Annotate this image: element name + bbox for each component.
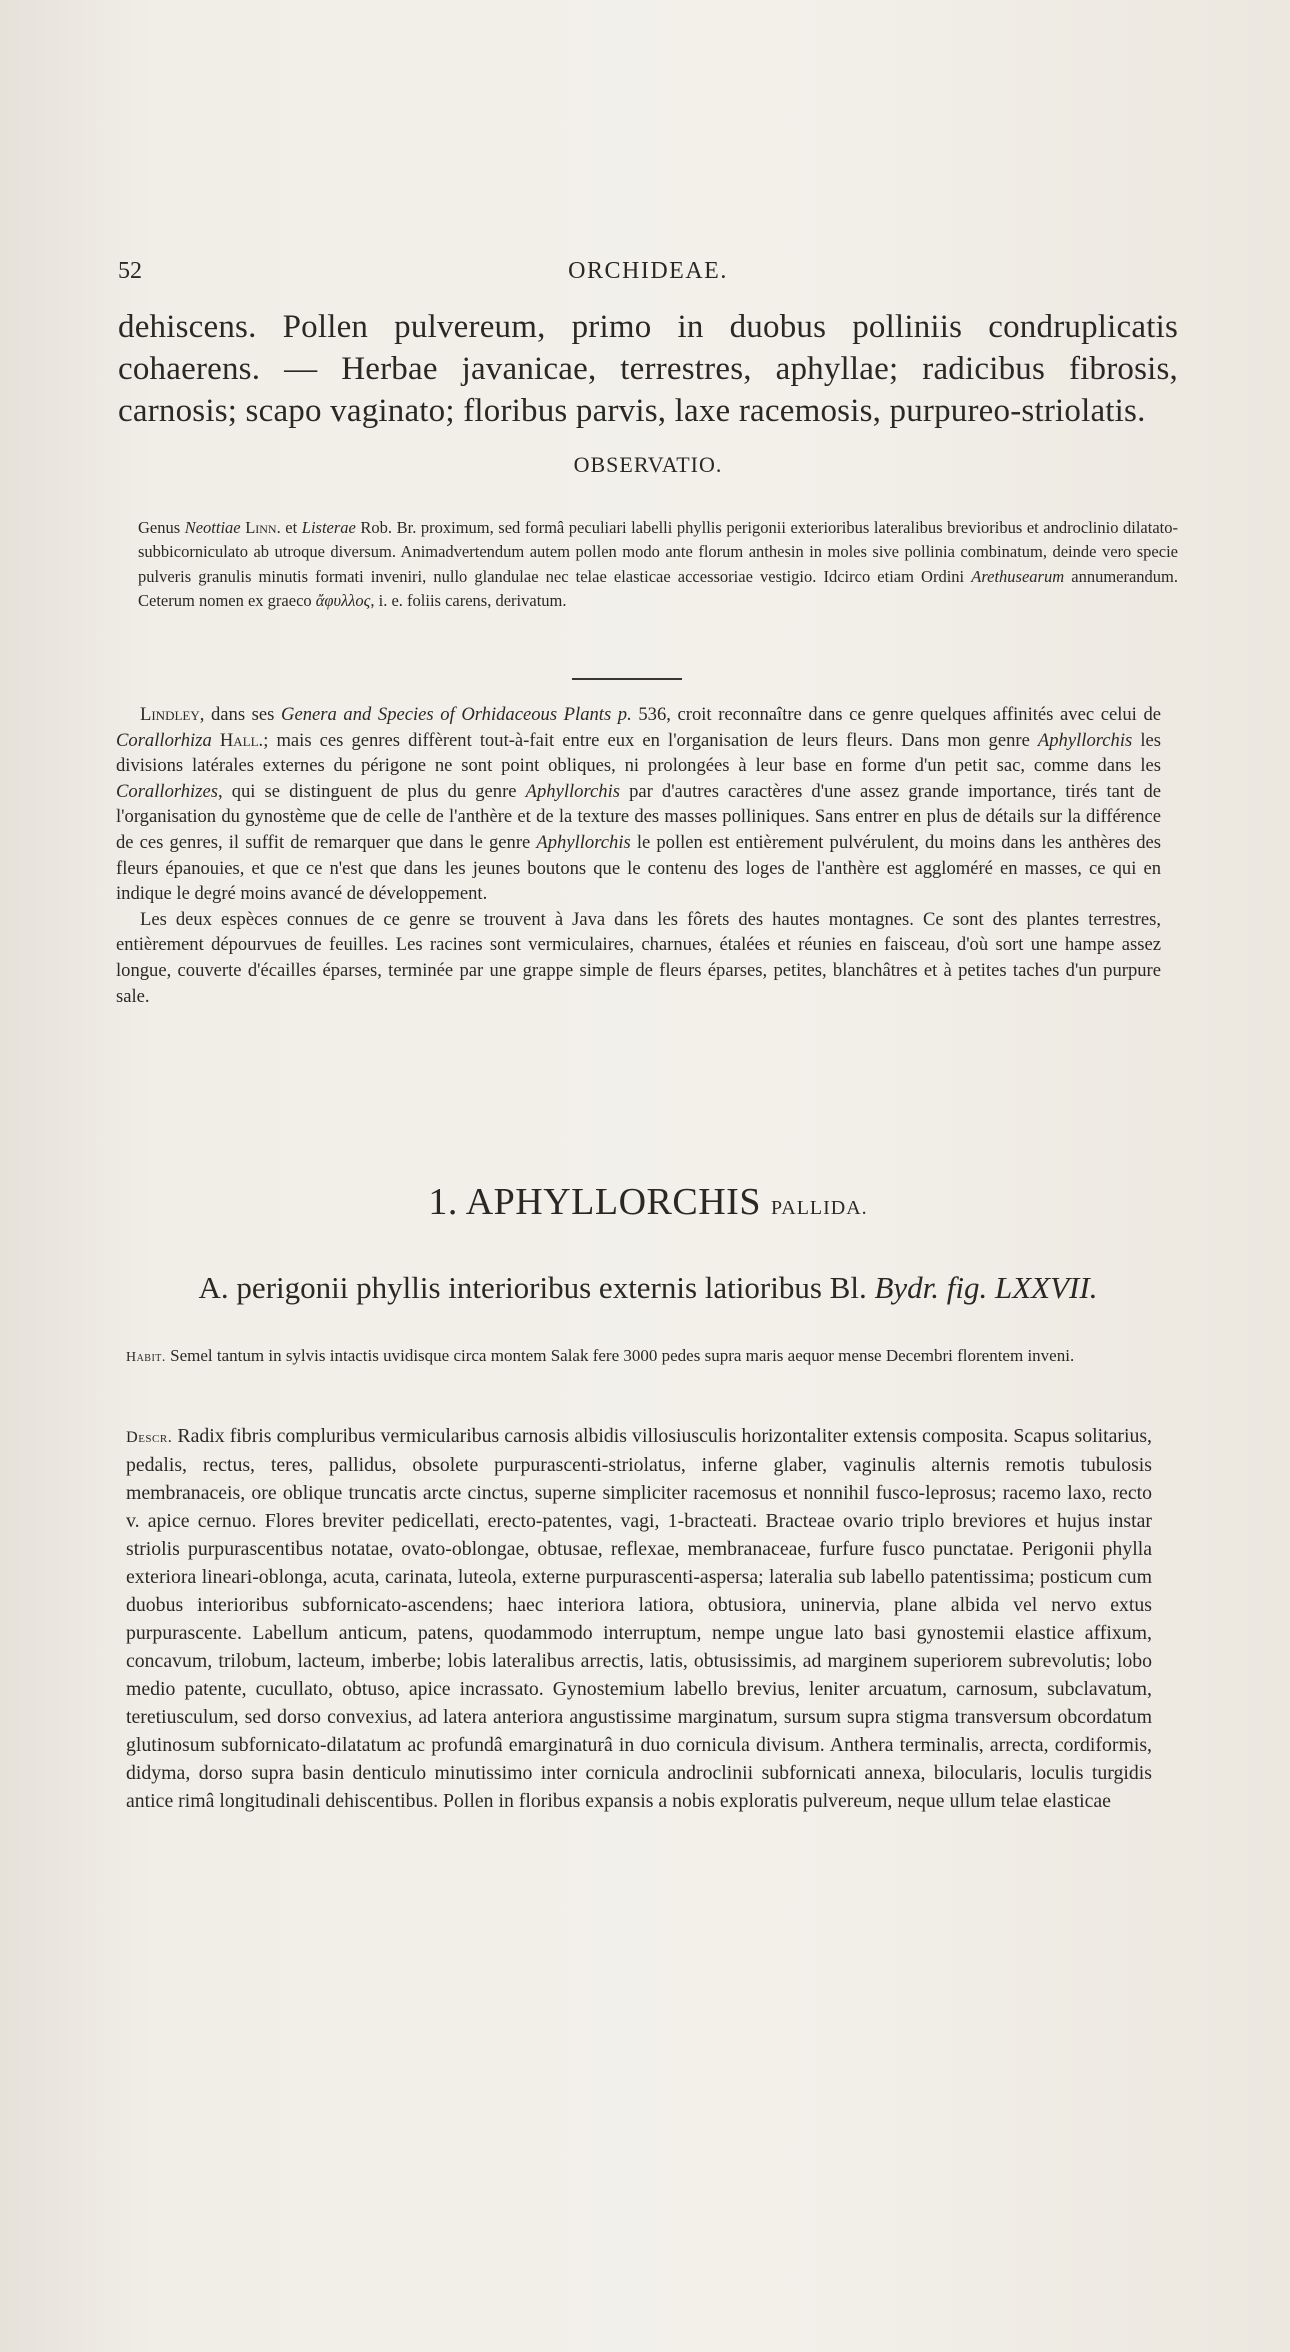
french-paragraph-1: Lindley, dans ses Genera and Species of Orhidaceous Plants p. 536, croit reconnaître dans ce genre quelques affinités avec celui de Corallorhiza Hall.; mais ces genres diffèrent tout-à-fait entre eux en l'organisation de leurs fleurs. Dans mon genre Aphyllorchis les divisions latérales externes du périgone ne sont point obliques, ni prolongées à leur base en forme d'un petit sac, comme dans les Corallorhizes, qui se distinguent de plus du genre Aphyllorchis par d'autres caractères d'une assez grande importance, tirés tant de l'organisation du gynostème que de celle de l'anthère et de la texture des masses polliniques. Sans entrer en plus de détails sur la différence de ces genres, il suffit de remarquer que dans le genre Aphyllorchis le pollen est entièrement pulvérulent, du moins dans les anthères des fleurs épanouies, et que ce n'est que dans les jeunes boutons que le contenu des loges de l'anthère est aggloméré en masses, ce qui en indique le degré moins avancé de développement. <box>116 704 1161 905</box>
species-number: 1. <box>428 1181 458 1223</box>
page-header <box>118 258 1178 288</box>
species-heading <box>118 1180 1178 1224</box>
habitat-section <box>126 1344 1126 1370</box>
habitat-text: Semel tantum in sylvis intactis uvidisque circa montem Salak fere 3000 pedes supra maris aequor mense Decembri florentem inveni. <box>165 1346 1075 1365</box>
taxon-listerae: Listerae <box>301 518 356 537</box>
author-linn: Linn. <box>245 518 281 537</box>
species-epithet: PALLIDA. <box>770 1197 868 1219</box>
french-paragraph-2: Les deux espèces connues de ce genre se trouvent à Java dans les fôrets des hautes montagnes. Ce sont des plantes terrestres, entièrement dépourvues de feuilles. Les racines sont vermiculaires, charnues, étalées et réunies en faisceau, d'où sort une hampe assez longue, couverte d'écailles éparses, terminée par une grappe simple de fleurs éparses, petites, blanchâtres et à petites taches d'un purpure sale. <box>116 908 1161 1007</box>
book-title: Genera and Species of Orhidaceous Plants p. <box>281 704 632 725</box>
author-lindley: Lindley <box>140 704 200 725</box>
page-number: 52 <box>118 258 142 284</box>
habitat-label: Habit. <box>126 1350 166 1365</box>
species-diagnosis: A. perigonii phyllis interioribus externis latioribus Bl. Bydr. fig. LXXVII. <box>198 1270 1098 1305</box>
description-section <box>126 1422 1152 1815</box>
running-title: ORCHIDEAE. <box>568 258 728 284</box>
french-commentary <box>116 702 1161 1009</box>
description-label: Descr. <box>126 1428 173 1446</box>
intro-paragraph: dehiscens. Pollen pulvereum, primo in duobus polliniis condruplicatis cohaerens. — Herbae javanicae, terrestres, aphyllae; radicibus fibrosis, carnosis; scapo vaginato; floribus parvis, laxe racemosis, purpureo-striolatis. <box>118 309 1178 429</box>
section-divider <box>572 678 682 680</box>
species-genus: APHYLLORCHIS <box>465 1181 761 1223</box>
species-reference: Bydr. fig. LXXVII. <box>874 1270 1098 1305</box>
taxon-neottiae: Neottiae <box>184 518 241 537</box>
greek-word: ἄφυλλος <box>315 591 371 611</box>
description-text: Radix fibris compluribus vermicularibus carnosis albidis villosiusculis horizontaliter extensis composita. Scapus solitarius, pedalis, rectus, teres, pallidus, obsolete purpurascenti-striolatus, inferne glaber, vaginulis alternis remotis tubulosis membranaceis, ore oblique truncatis arcte cinctus, superne simpliciter racemosus et nonnihil fusco-leprosus; racemo laxo, recto v. apice cernuo. Flores breviter pedicellati, erecto-patentes, vagi, 1-bracteati. Bracteae ovario triplo breviores et hujus instar striolis purpurascentibus notatae, ovato-oblongae, obtusae, reflexae, membranaceae, furfure fusco punctatae. Perigonii phylla exteriora lineari-oblonga, acuta, carinata, luteola, externe purpurascenti-aspersa; lateralia sub labello patentissima; posticum cum duobus interioribus subfornicato-ascendens; haec interiora latiora, obtusiora, uninervia, plane albida vel nervo extus purpurascente. Labellum anticum, patens, quodammodo interruptum, nempe ungue lato basi gynostemii elastice affixum, concavum, trilobum, lacteum, imberbe; lobis lateralibus arrectis, latis, obtusissimis, ad marginem superiorem subrevolutis; lobo medio patente, cucullato, obtuso, apice incrassato. Gynostemium labello brevius, leniter arcuatum, carnosum, subclavatum, teretiusculum, sed dorso convexius, ad latera anteriora angustissime marginatum, sursum supra stigma transversum obcordatum glutinosum subfornicato-dilatatum ac profundâ emarginaturâ in duo cornicula divisum. Anthera terminalis, arrecta, cordiformis, didyma, dorso supra basin denticulo minutissimo inter cornicula androclinii subfornicati annexa, bilocularis, loculis turgidis antice rimâ longitudinali dehiscentibus. Pollen in floribus expansis a nobis exploratis pulvereum, neque ullum telae elasticae <box>126 1425 1152 1812</box>
observatio-heading: OBSERVATIO. <box>573 452 723 477</box>
taxon-arethusearum: Arethusearum <box>971 566 1065 586</box>
observatio-paragraph: Genus Neottiae Linn. et Listerae Rob. Br. proximum, sed formâ peculiari labelli phyllis perigonii exterioribus lateralibus brevioribus et androclinio dilatato-subbicorniculato ab utroque diversum. Animadvertendum autem pollen modo ante florum anthesin in moles sive pollinia combinatum, deinde vero specie pulveris granulis minutis formati inveniri, nullo glandulae nec telae elasticae accessoriae vestigio. Idcirco etiam Ordini Arethusearum annumerandum. Ceterum nomen ex graeco ἄφυλλος, i. e. foliis carens, derivatum. <box>138 518 1179 611</box>
